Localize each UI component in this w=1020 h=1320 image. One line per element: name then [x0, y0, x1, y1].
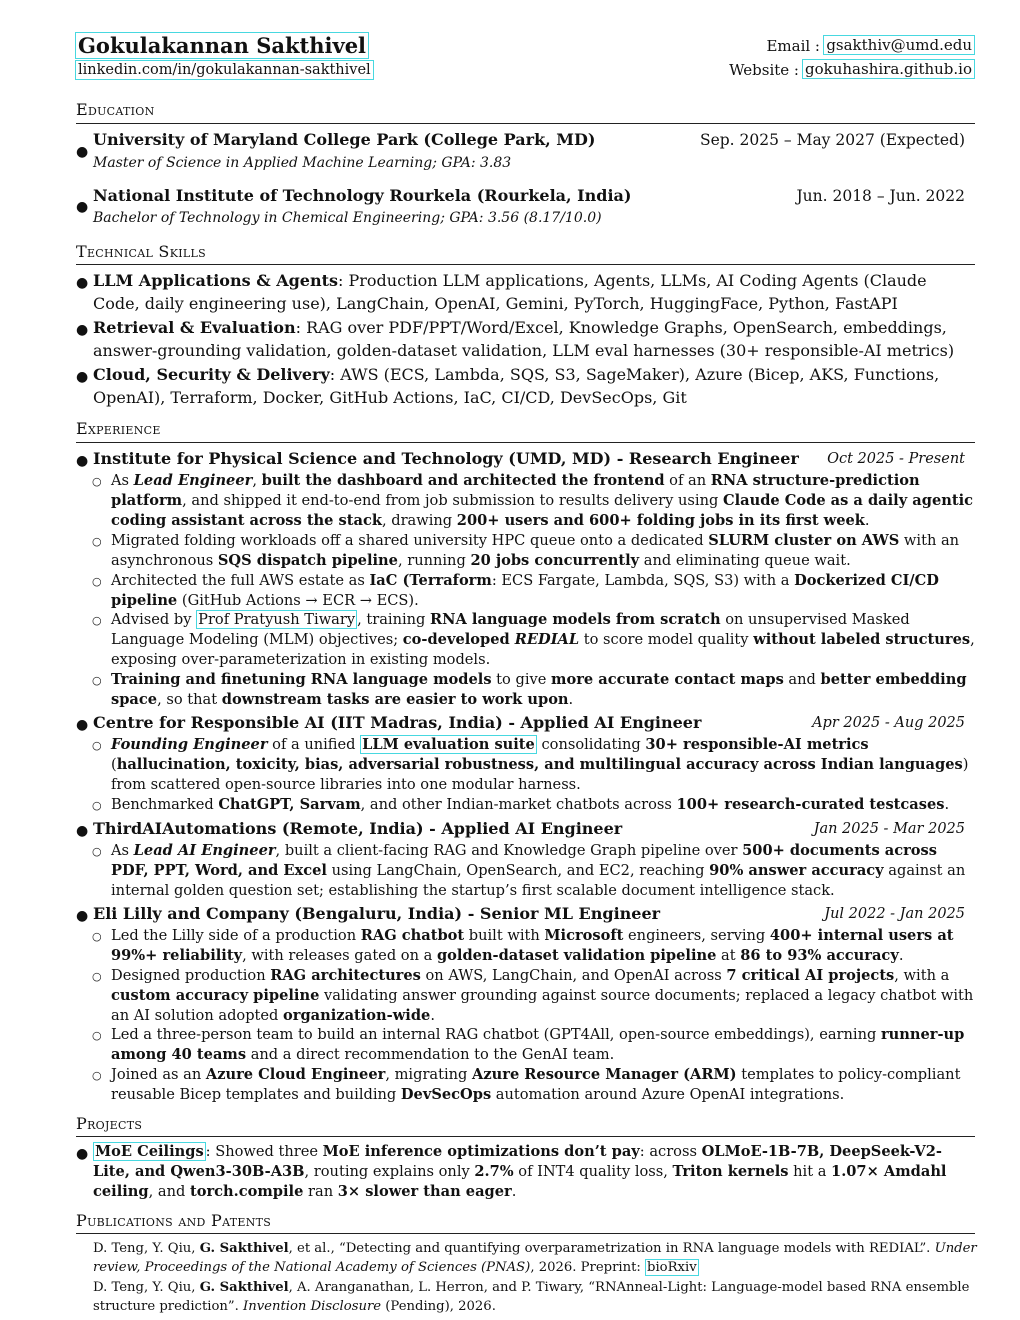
- skill-text: : Production LLM applications, Agents, LLMs, AI Coding Agents (Claude Code, daily engineering use), LangChain, OpenAI, Gemini, PyTorch, HuggingFace, Python, FastAPI: [93, 271, 927, 313]
- skill-row: [93, 364, 978, 409]
- inline-link[interactable]: Prof Pratyush Tiwary: [198, 611, 356, 628]
- section-divider: [76, 123, 975, 124]
- sub-bullet-icon: ○: [92, 535, 102, 548]
- sub-bullet-icon: ○: [92, 475, 102, 488]
- emphasis-text: 400+ internal users at 99%+ reliability: [111, 927, 954, 964]
- skill-text: : AWS (ECS, Lambda, SQS, S3, SageMaker), Azure (Bicep, AKS, Functions, OpenAI), Terraform, Docker, GitHub Actions, IaC, CI/CD, DevSecOps, Git: [93, 365, 940, 407]
- section-divider: [76, 442, 975, 443]
- bullet-icon: ●: [76, 322, 89, 338]
- inline-link[interactable]: bioRxiv: [647, 1259, 697, 1275]
- job-title: Eli Lilly and Company (Bengaluru, India) - Senior ML Engineer: [93, 904, 661, 923]
- experience-item: Benchmarked ChatGPT, Sarvam, and other Indian-market chatbots across 100+ research-curated testcases.: [111, 796, 950, 813]
- bullet-icon: ●: [76, 369, 89, 385]
- emphasis-text: DevSecOps: [400, 1086, 492, 1103]
- experience-item: Architected the full AWS estate as IaC (Terraform: ECS Fargate, Lambda, SQS, S3) with a Dockerized CI/CD pipeline (GitHub Actions → ECR → ECS).: [111, 572, 939, 609]
- emphasis-text: more accurate contact maps: [551, 671, 784, 688]
- skill-row: [93, 317, 978, 362]
- inline-link[interactable]: MoE Ceilings: [95, 1143, 204, 1160]
- emphasis-text: 200+ users and 600+ folding jobs in its first week: [456, 512, 865, 529]
- experience-item: As Lead AI Engineer, built a client-facing RAG and Knowledge Graph pipeline over 500+ documents across PDF, PPT, Word, and Excel using LangChain, OpenSearch, and EC2, reaching 90% answer accuracy against an internal golden question set; establishing the startup’s first scalable document intelligence stack.: [111, 842, 966, 899]
- sub-bullet-icon: ○: [92, 739, 102, 752]
- sub-bullet-icon: ○: [92, 970, 102, 983]
- emphasis-text: Triton kernels: [672, 1163, 789, 1180]
- emphasis-text: G. Sakthivel: [199, 1241, 289, 1256]
- job-title: Institute for Physical Science and Technology (UMD, MD) - Research Engineer: [93, 449, 799, 468]
- emphasis-text: Claude Code as a daily agentic coding assistant across the stack: [111, 492, 974, 529]
- skill-label: Retrieval & Evaluation: [93, 318, 296, 337]
- education-school: University of Maryland College Park (College Park, MD): [93, 130, 596, 149]
- experience-item: Led the Lilly side of a production RAG chatbot built with Microsoft engineers, serving 400+ internal users at 99%+ reliability, with releases gated on a golden-dataset validation pipeline at 86 to 93% accuracy.: [111, 927, 954, 964]
- emphasis-text: RNA structure-prediction platform: [111, 472, 920, 509]
- section-title-experience: Experience: [76, 419, 161, 438]
- bullet-icon: ●: [76, 823, 89, 839]
- emphasis-text: Terraform: [409, 572, 492, 589]
- emphasis-text: G. Sakthivel: [199, 1280, 289, 1295]
- emphasis-text: ChatGPT, Sarvam: [218, 796, 361, 813]
- emphasis-text: Microsoft: [544, 927, 624, 944]
- section-divider: [76, 1136, 975, 1137]
- emphasis-text: SLURM cluster on AWS: [708, 532, 900, 549]
- bullet-icon: ●: [76, 453, 89, 469]
- emphasis-text: 100+ research-curated testcases: [676, 796, 945, 813]
- experience-item: Designed production RAG architectures on AWS, LangChain, and OpenAI across 7 critical AI projects, with a custom accuracy pipeline validating answer grounding against source documents; replaced a legacy chatbot with an AI solution adopted organization-wide.: [111, 967, 974, 1024]
- emphasis-text: 30+ responsible-AI metrics: [645, 736, 869, 753]
- experience-item: Training and finetuning RNA language models to give more accurate contact maps and better embedding space, so that downstream tasks are easier to work upon.: [111, 671, 967, 708]
- emphasis-text: RNA language models from scratch: [430, 611, 721, 628]
- experience-item: Advised by Prof Pratyush Tiwary , training RNA language models from scratch on unsupervised Masked Language Modeling (MLM) objectives; co-developed REDIAL to score model quality without labeled structures, exposing over-parameterization in existing models.: [111, 611, 975, 668]
- emphasis-text: Azure Resource Manager (ARM): [472, 1066, 737, 1083]
- bullet-icon: ●: [76, 1146, 89, 1162]
- skill-row: [93, 270, 978, 315]
- sub-bullet-icon: ○: [92, 799, 102, 812]
- inline-link[interactable]: LLM evaluation suite: [362, 736, 535, 753]
- candidate-name[interactable]: Gokulakannan Sakthivel: [75, 32, 369, 59]
- skill-text: : RAG over PDF/PPT/Word/Excel, Knowledge Graphs, OpenSearch, embeddings, answer-grounding validation, golden-dataset validation, LLM eval harnesses (30+ responsible-AI metrics): [93, 318, 955, 360]
- experience-item: Led a three-person team to build an internal RAG chatbot (GPT4All, open-source embeddings), earning runner-up among 40 teams and a direct recommendation to the GenAI team.: [111, 1026, 965, 1063]
- education-school: National Institute of Technology Rourkela (Rourkela, India): [93, 186, 632, 205]
- experience-item: Migrated folding workloads off a shared university HPC queue onto a dedicated SLURM cluster on AWS with an asynchronous SQS dispatch pipeline, running 20 jobs concurrently and eliminating queue wait.: [111, 532, 960, 569]
- emphasis-text: Dockerized CI/CD pipeline: [111, 572, 939, 609]
- bullet-icon: ●: [76, 908, 89, 924]
- emphasis-text: RAG chatbot: [360, 927, 465, 944]
- emphasis-text: Founding Engineer: [111, 736, 268, 753]
- website-link[interactable]: gokuhashira.github.io: [802, 59, 975, 79]
- skill-label: LLM Applications & Agents: [93, 271, 339, 290]
- sub-bullet-icon: ○: [92, 614, 102, 627]
- emphasis-text: Training and finetuning RNA language models: [111, 671, 492, 688]
- sub-bullet-icon: ○: [92, 1029, 102, 1042]
- sub-bullet-icon: ○: [92, 1069, 102, 1082]
- emphasis-text: 500+ documents across PDF, PPT, Word, and Excel: [111, 842, 937, 879]
- education-degree: Bachelor of Technology in Chemical Engineering; GPA: 3.56 (8.17/10.0): [93, 210, 602, 226]
- sub-bullet-icon: ○: [92, 674, 102, 687]
- emphasis-text: built the dashboard and architected the frontend: [261, 472, 665, 489]
- emphasis-text: 7 critical AI projects: [726, 967, 895, 984]
- section-divider: [76, 1233, 975, 1234]
- section-divider: [76, 264, 975, 265]
- sub-bullet-icon: ○: [92, 575, 102, 588]
- emphasis-text: Under review, Proceedings of the National Academy of Sciences (PNAS): [93, 1241, 977, 1275]
- website-label: Website :: [729, 61, 799, 79]
- sub-bullet-icon: ○: [92, 930, 102, 943]
- emphasis-text: co-developed: [402, 631, 515, 648]
- emphasis-text: Lead AI Engineer: [133, 842, 276, 859]
- emphasis-text: runner-up among 40 teams: [111, 1026, 965, 1063]
- section-title-publications: Publications and Patents: [76, 1211, 272, 1230]
- emphasis-text: downstream tasks are easier to work upon: [221, 691, 569, 708]
- linkedin-link[interactable]: linkedin.com/in/gokulakannan-sakthivel: [75, 60, 374, 80]
- experience-item: Founding Engineer of a unified LLM evaluation suite consolidating 30+ responsible-AI metrics (hallucination, toxicity, bias, adversarial robustness, and multilingual accuracy across Indian languages) from scattered open-source libraries into one modular harness.: [111, 736, 969, 793]
- emphasis-text: OLMoE-1B-7B, DeepSeek-V2-Lite, and Qwen3-30B-A3B: [93, 1143, 942, 1180]
- job-title: Centre for Responsible AI (IIT Madras, India) - Applied AI Engineer: [93, 713, 702, 732]
- emphasis-text: RAG architectures: [270, 967, 421, 984]
- project-item: MoE Ceilings : Showed three MoE inference optimizations don’t pay: across OLMoE-1B-7B, DeepSeek-V2-Lite, and Qwen3-30B-A3B, routing explains only 2.7% of INT4 quality loss, Triton kernels hit a 1.07× Amdahl ceiling, and torch.compile ran 3× slower than eager.: [93, 1143, 947, 1200]
- publication-entry: D. Teng, Y. Qiu, G. Sakthivel, et al., “Detecting and quantifying overparametrization in RNA language models with REDIAL”. Under review, Proceedings of the National Academy of Sciences (PNAS), 2026. Preprint: bioRxiv: [93, 1241, 977, 1275]
- emphasis-text: Lead Engineer: [133, 472, 253, 489]
- education-dates: Jun. 2018 – Jun. 2022: [796, 187, 965, 205]
- emphasis-text: MoE inference optimizations don’t pay: [322, 1143, 640, 1160]
- experience-item: As Lead Engineer, built the dashboard and architected the frontend of an RNA structure-prediction platform, and shipped it end-to-end from job submission to results delivery using Claude Code as a daily agentic coding assistant across the stack, drawing 200+ users and 600+ folding jobs in its first week.: [111, 472, 974, 529]
- emphasis-text: 90% answer accuracy: [709, 862, 884, 879]
- emphasis-text: 1.07× Amdahl ceiling: [93, 1163, 947, 1200]
- sub-bullet-icon: ○: [92, 845, 102, 858]
- emphasis-text: organization-wide: [283, 1007, 431, 1024]
- emphasis-text: IaC (: [369, 572, 410, 589]
- job-title: ThirdAIAutomations (Remote, India) - Applied AI Engineer: [93, 819, 623, 838]
- job-dates: Apr 2025 - Aug 2025: [812, 715, 965, 731]
- job-dates: Oct 2025 - Present: [827, 451, 965, 467]
- email-label: Email :: [766, 37, 820, 55]
- emphasis-text: SQS dispatch pipeline: [217, 552, 398, 569]
- emphasis-text: without labeled structures: [753, 631, 971, 648]
- emphasis-text: hallucination, toxicity, bias, adversarial robustness, and multilingual accuracy across Indian languages: [116, 756, 963, 773]
- publication-entry: D. Teng, Y. Qiu, G. Sakthivel, A. Aranganathan, L. Herron, and P. Tiwary, “RNAnneal-Light: Language-model based RNA ensemble structure prediction”. Invention Disclosure (Pending), 2026.: [93, 1280, 970, 1314]
- section-title-education: Education: [76, 100, 155, 119]
- job-dates: Jul 2022 - Jan 2025: [824, 906, 965, 922]
- emphasis-text: Azure Cloud Engineer: [205, 1066, 386, 1083]
- bullet-icon: ●: [76, 199, 89, 215]
- emphasis-text: 2.7%: [474, 1163, 514, 1180]
- emphasis-text: torch.compile: [189, 1183, 304, 1200]
- emphasis-text: Invention Disclosure: [243, 1298, 382, 1314]
- emphasis-text: golden-dataset validation pipeline: [436, 947, 717, 964]
- job-dates: Jan 2025 - Mar 2025: [813, 821, 965, 837]
- section-title-skills: Technical Skills: [76, 242, 206, 261]
- email-link[interactable]: gsakthiv@umd.edu: [823, 35, 975, 55]
- education-degree: Master of Science in Applied Machine Learning; GPA: 3.83: [93, 155, 512, 171]
- bullet-icon: ●: [76, 717, 89, 733]
- emphasis-text: custom accuracy pipeline: [111, 987, 320, 1004]
- emphasis-text: REDIAL: [514, 631, 580, 648]
- bullet-icon: ●: [76, 144, 89, 160]
- skill-label: Cloud, Security & Delivery: [93, 365, 330, 384]
- bullet-icon: ●: [76, 275, 89, 291]
- emphasis-text: 86 to 93% accuracy: [740, 947, 899, 964]
- section-title-projects: Projects: [76, 1114, 143, 1133]
- education-dates: Sep. 2025 – May 2027 (Expected): [699, 131, 965, 149]
- emphasis-text: 20 jobs concurrently: [470, 552, 640, 569]
- emphasis-text: better embedding space: [111, 671, 967, 708]
- emphasis-text: 3× slower than eager: [337, 1183, 512, 1200]
- experience-item: Joined as an Azure Cloud Engineer, migrating Azure Resource Manager (ARM) templates to policy-compliant reusable Bicep templates and building DevSecOps automation around Azure OpenAI integrations.: [111, 1066, 961, 1103]
